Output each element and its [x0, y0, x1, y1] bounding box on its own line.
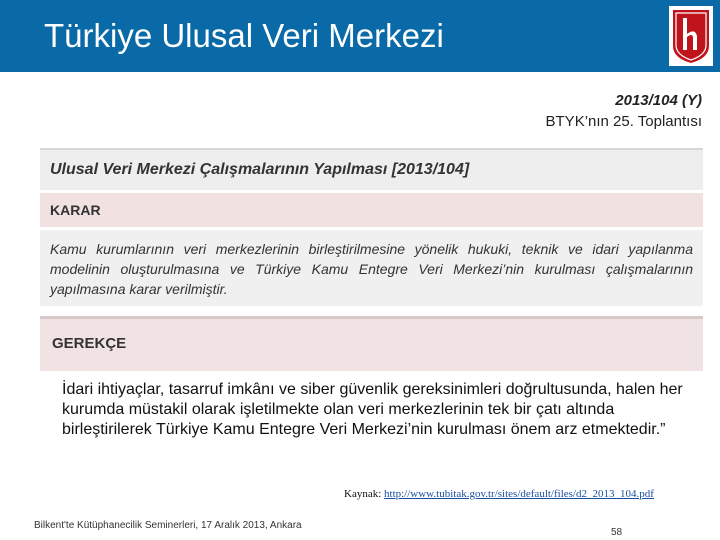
source-citation	[344, 488, 654, 500]
document-title: Ulusal Veri Merkezi Çalışmalarının Yapılması [2013/104]	[50, 161, 470, 178]
gerekce-heading: GEREKÇE	[52, 335, 127, 352]
karar-heading: KARAR	[50, 202, 101, 218]
karar-text: Kamu kurumlarının veri merkezlerinin birleştirilmesine yönelik hukuki, teknik ve idari yapılanma modelinin oluşturulmasına ve Türkiye Kamu Entegre Veri Merkezi’nin kurulması çalışmalarının yapılmasına karar verilmiştir.	[50, 241, 693, 297]
slide-header	[0, 0, 720, 72]
meeting-label: BTYK’nın 25. Toplantısı	[545, 113, 702, 130]
footer-text: Bilkent'te Kütüphanecilik Seminerleri, 17 Aralık 2013, Ankara	[34, 520, 302, 531]
gerekce-section-header	[40, 316, 703, 371]
document-title-bar	[40, 148, 703, 190]
source-link[interactable]: http://www.tubitak.gov.tr/sites/default/files/d2_2013_104.pdf	[384, 488, 654, 500]
karar-section-body	[40, 230, 703, 306]
gerekce-quote: İdari ihtiyaçlar, tasarruf imkânı ve siber güvenlik gereksinimleri doğrultusunda, halen her kurumda müstakil olarak işletilmekte olan veri merkezlerinin tek bir çatı altında birleştirilerek Türkiye Kamu Entegre Veri Merkezi’nin kurulması önem arz etmektedir.”	[62, 381, 683, 438]
university-logo-icon	[669, 6, 713, 66]
karar-section-header	[40, 193, 703, 227]
page-number: 58	[611, 527, 623, 538]
source-label: Kaynak:	[344, 488, 382, 500]
decision-code: 2013/104 (Y)	[615, 92, 702, 109]
slide-title: Türkiye Ulusal Veri Merkezi	[44, 17, 444, 54]
